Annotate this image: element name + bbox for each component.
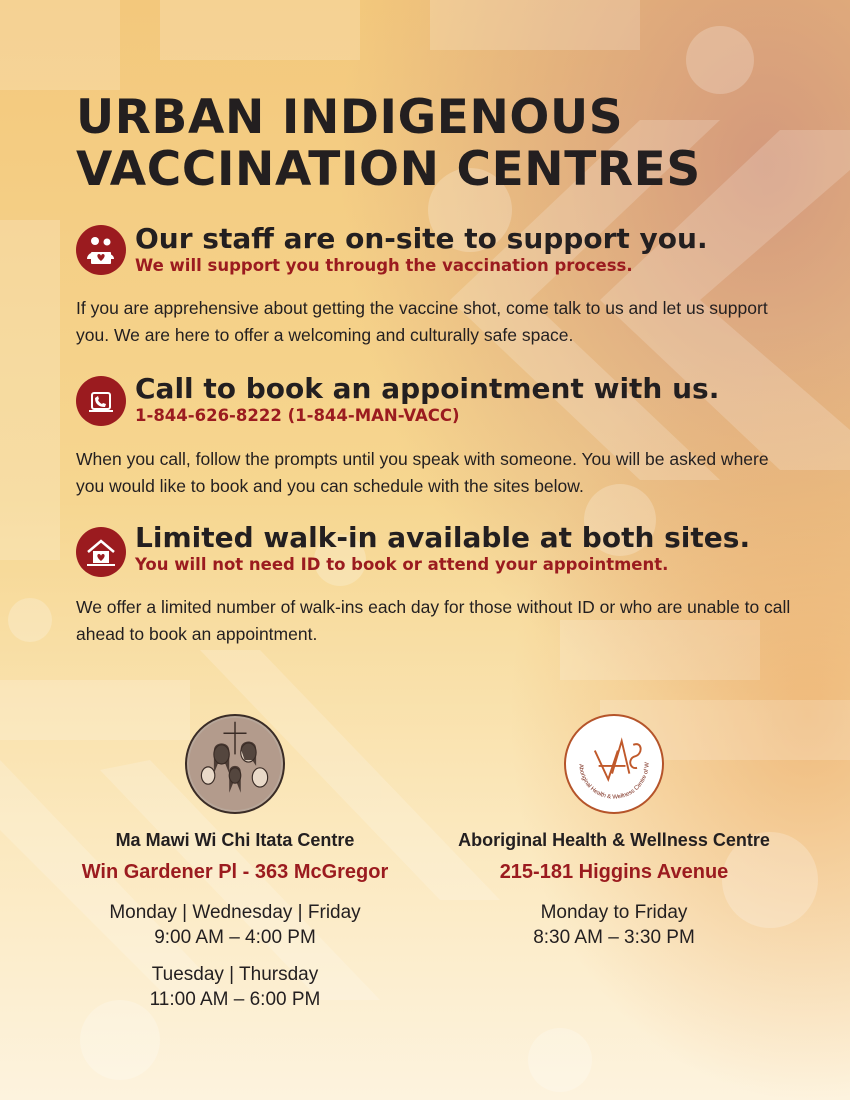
section-call <box>76 376 126 426</box>
site-ma-mawi <box>55 830 415 1012</box>
section-heading: Call to book an appointment with us. <box>135 372 720 405</box>
section-support <box>76 225 126 275</box>
schedule-block <box>434 900 794 950</box>
schedule-block <box>55 900 415 950</box>
site-address: Win Gardener Pl - 363 McGregor <box>81 861 389 883</box>
schedule-hours: 11:00 AM – 6:00 PM <box>149 989 321 1010</box>
ahwc-logo-text: Aboriginal Health & Wellness Centre of W <box>577 762 651 801</box>
ahwc-logo <box>564 714 664 814</box>
section-subheading: You will not need ID to book or attend your appointment. <box>135 555 669 574</box>
site-address: 215-181 Higgins Avenue <box>499 861 729 883</box>
section-walk-in <box>76 527 126 577</box>
phone-number[interactable]: 1-844-626-8222 (1-844-MAN-VACC) <box>135 406 460 425</box>
section-call-headings <box>135 373 719 427</box>
section-heading: Our staff are on-site to support you. <box>135 222 708 255</box>
section-walk-in-headings <box>135 522 750 576</box>
section-subheading: We will support you through the vaccination process. <box>135 256 633 275</box>
phone-icon <box>76 376 126 426</box>
ma-mawi-logo <box>185 714 285 814</box>
family-heart-icon <box>76 225 126 275</box>
section-body: We offer a limited number of walk-ins each day for those without ID or who are unable to call ahead to book an appointment. <box>76 597 791 644</box>
schedule-block <box>55 962 415 1012</box>
title-line-1: URBAN INDIGENOUS <box>76 90 624 145</box>
site-ahwc <box>434 830 794 950</box>
section-support-headings <box>135 223 708 277</box>
schedule-days: Tuesday | Thursday <box>151 964 319 985</box>
site-name: Aboriginal Health & Wellness Centre <box>458 830 770 850</box>
schedule-hours: 8:30 AM – 3:30 PM <box>533 927 695 948</box>
section-body: When you call, follow the prompts until you speak with someone. You will be asked where you would like to book and you can schedule with the sites below. <box>76 449 769 496</box>
page-title <box>76 92 796 196</box>
section-body: If you are apprehensive about getting the vaccine shot, come talk to us and let us support you. We are here to offer a welcoming and culturally safe space. <box>76 298 768 345</box>
schedule-days: Monday | Wednesday | Friday <box>109 902 361 923</box>
schedule-days: Monday to Friday <box>540 902 688 923</box>
site-name: Ma Mawi Wi Chi Itata Centre <box>115 830 355 850</box>
title-line-2: VACCINATION CENTRES <box>76 142 701 197</box>
house-heart-icon <box>76 527 126 577</box>
section-heading: Limited walk-in available at both sites. <box>135 521 751 554</box>
schedule-hours: 9:00 AM – 4:00 PM <box>154 927 316 948</box>
